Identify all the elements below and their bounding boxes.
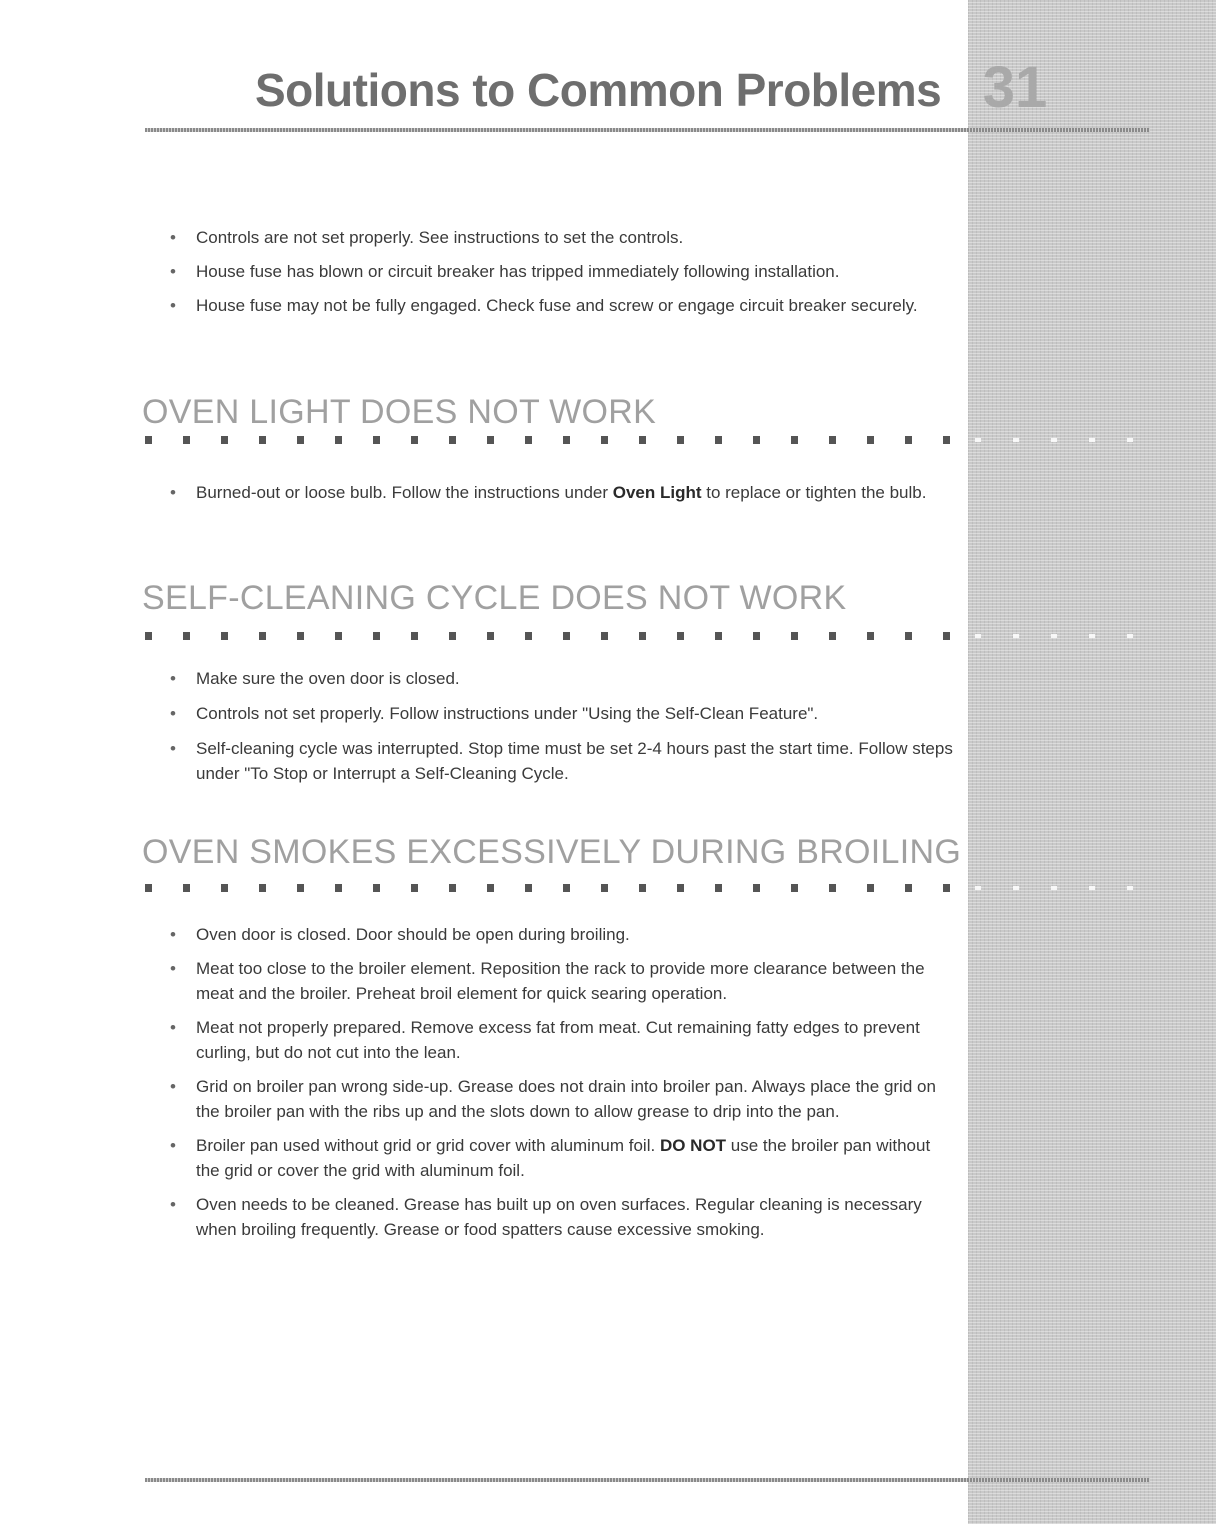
section-divider bbox=[145, 884, 965, 892]
section-divider bbox=[145, 436, 965, 444]
list-item: • Controls are not set properly. See instructions to set the controls. bbox=[168, 225, 953, 250]
header-rule bbox=[145, 128, 1150, 132]
section-heading-oven-smokes: OVEN SMOKES EXCESSIVELY DURING BROILING bbox=[142, 833, 962, 871]
footer-rule bbox=[145, 1478, 1150, 1482]
list-item: • Broiler pan used without grid or grid cover with aluminum foil. DO NOT use the broiler pan without the grid or cover the grid with aluminum foil. bbox=[168, 1133, 953, 1183]
list-item: • House fuse may not be fully engaged. Check fuse and screw or engage circuit breaker securely. bbox=[168, 293, 953, 318]
list-item: • Controls not set properly. Follow instructions under "Using the Self-Clean Feature". bbox=[168, 701, 953, 726]
section-divider-extension bbox=[975, 886, 1150, 890]
list-item: • Oven needs to be cleaned. Grease has built up on oven surfaces. Regular cleaning is necessary when broiling frequently. Grease or food spatters cause excessive smoking. bbox=[168, 1192, 953, 1242]
list-item: • Oven door is closed. Door should be open during broiling. bbox=[168, 922, 953, 947]
section-heading-oven-light: OVEN LIGHT DOES NOT WORK bbox=[142, 393, 657, 431]
page-number: 31 bbox=[982, 55, 1048, 120]
page-title: Solutions to Common Problems bbox=[255, 64, 942, 116]
list-item: • Meat too close to the broiler element. Reposition the rack to provide more clearance between the meat and the broiler. Preheat broil element for quick searing operation. bbox=[168, 956, 953, 1006]
self-cleaning-list bbox=[168, 666, 953, 786]
list-item: • Grid on broiler pan wrong side-up. Grease does not drain into broiler pan. Always place the grid on the broiler pan with the ribs up and the slots down to allow grease to drip into the pan. bbox=[168, 1074, 953, 1124]
section-divider-extension bbox=[975, 438, 1150, 442]
section-divider bbox=[145, 632, 965, 640]
oven-light-list bbox=[168, 480, 953, 505]
list-item: • Make sure the oven door is closed. bbox=[168, 666, 953, 691]
list-item: • Burned-out or loose bulb. Follow the instructions under Oven Light to replace or tighten the bulb. bbox=[168, 480, 953, 505]
section-heading-self-cleaning: SELF-CLEANING CYCLE DOES NOT WORK bbox=[142, 579, 847, 617]
side-decorative-strip bbox=[968, 0, 1216, 1524]
list-item: • Self-cleaning cycle was interrupted. Stop time must be set 2-4 hours past the start time. Follow steps under "To Stop or Interrupt a Self-Cleaning Cycle. bbox=[168, 736, 953, 786]
section-divider-extension bbox=[975, 634, 1150, 638]
oven-smokes-list bbox=[168, 922, 953, 1242]
intro-list bbox=[168, 225, 953, 318]
list-item: • House fuse has blown or circuit breaker has tripped immediately following installation. bbox=[168, 259, 953, 284]
list-item: • Meat not properly prepared. Remove excess fat from meat. Cut remaining fatty edges to prevent curling, but do not cut into the lean. bbox=[168, 1015, 953, 1065]
